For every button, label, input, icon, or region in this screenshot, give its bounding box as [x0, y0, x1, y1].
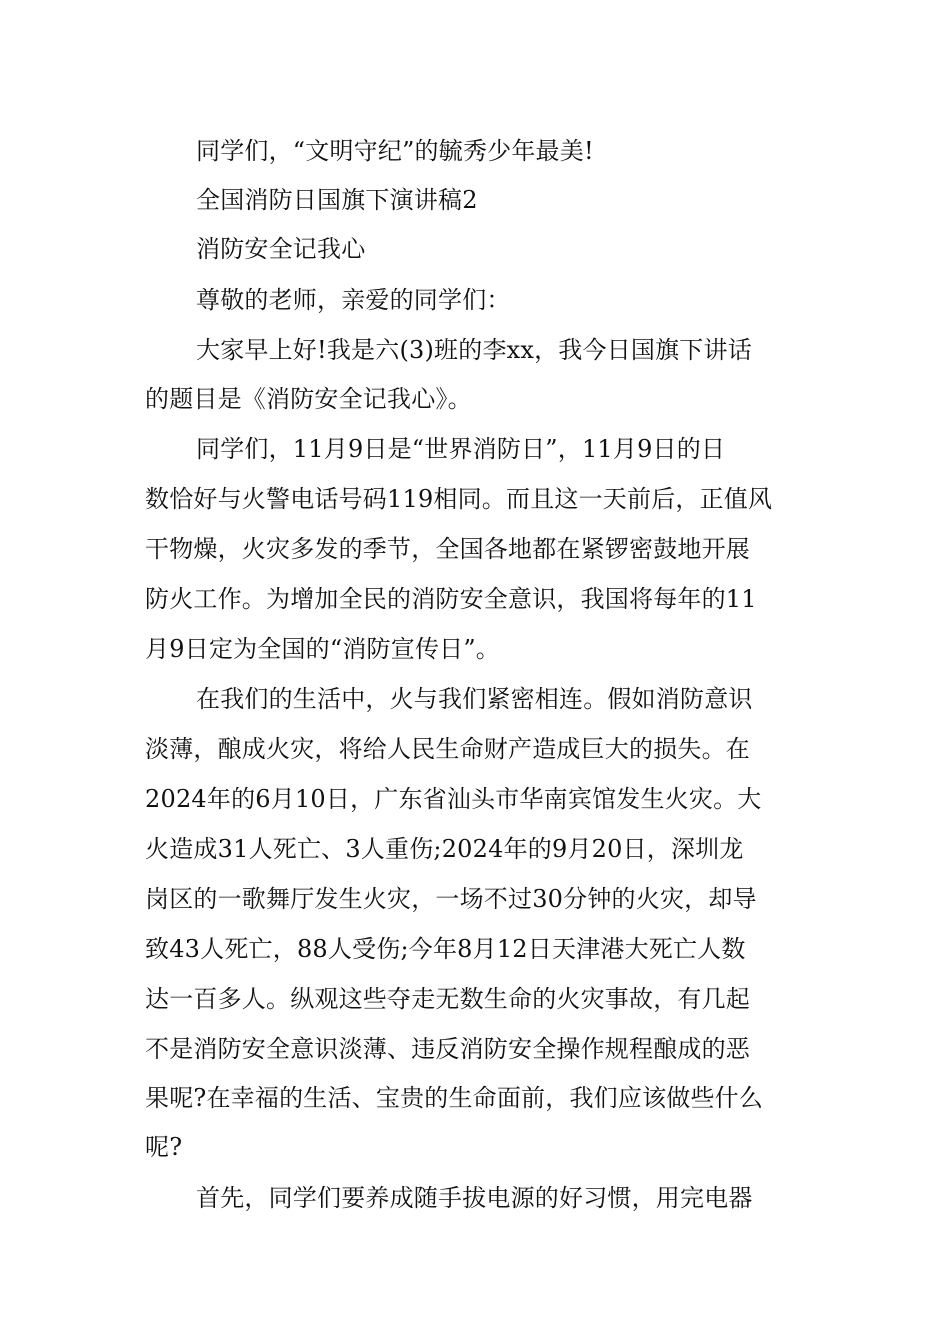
- text-line: 同学们，11月9日是“世界消防日”，11月9日的日: [196, 435, 726, 463]
- text-line: 干物燥，火灾多发的季节，全国各地都在紧锣密鼓地开展: [145, 535, 750, 563]
- text-line: 大家早上好!我是六(3)班的李xx，我今日国旗下讲话: [196, 336, 752, 364]
- salutation: 尊敬的老师，亲爱的同学们：: [196, 286, 511, 314]
- text-line: 同学们，“文明守纪”的毓秀少年最美!: [196, 137, 594, 165]
- text-line: 防火工作。为增加全民的消防安全意识，我国将每年的11: [145, 585, 757, 613]
- text-line: 致43人死亡，88人受伤;今年8月12日天津港大死亡人数: [145, 935, 746, 963]
- text-line: 2024年的6月10日，广东省汕头市华南宾馆发生火灾。大: [145, 785, 762, 813]
- text-line: 不是消防安全意识淡薄、违反消防安全操作规程酿成的恶: [145, 1035, 750, 1063]
- text-line: 的题目是《消防安全记我心》。: [145, 385, 472, 413]
- text-line: 首先，同学们要养成随手拔电源的好习惯，用完电器: [196, 1184, 753, 1212]
- text-line: 淡薄，酿成火灾，将给人民生命财产造成巨大的损失。在: [145, 735, 750, 763]
- text-line: 岗区的一歌舞厅发生火灾，一场不过30分钟的火灾，却导: [145, 885, 757, 913]
- text-line: 月9日定为全国的“消防宣传日”。: [145, 635, 501, 663]
- text-line: 呢?: [145, 1133, 183, 1161]
- text-line: 达一百多人。纵观这些夺走无数生命的火灾事故，有几起: [145, 985, 750, 1013]
- section-title: 全国消防日国旗下演讲稿2: [196, 186, 478, 214]
- text-line: 火造成31人死亡、3人重伤;2024年的9月20日，深圳龙: [145, 835, 744, 863]
- text-line: 在我们的生活中，火与我们紧密相连。假如消防意识: [196, 685, 753, 713]
- text-line: 果呢?在幸福的生活、宝贵的生命面前，我们应该做些什么: [145, 1084, 764, 1112]
- speech-title: 消防安全记我心: [196, 235, 366, 263]
- text-line: 数恰好与火警电话号码119相同。而且这一天前后，正值风: [145, 485, 773, 513]
